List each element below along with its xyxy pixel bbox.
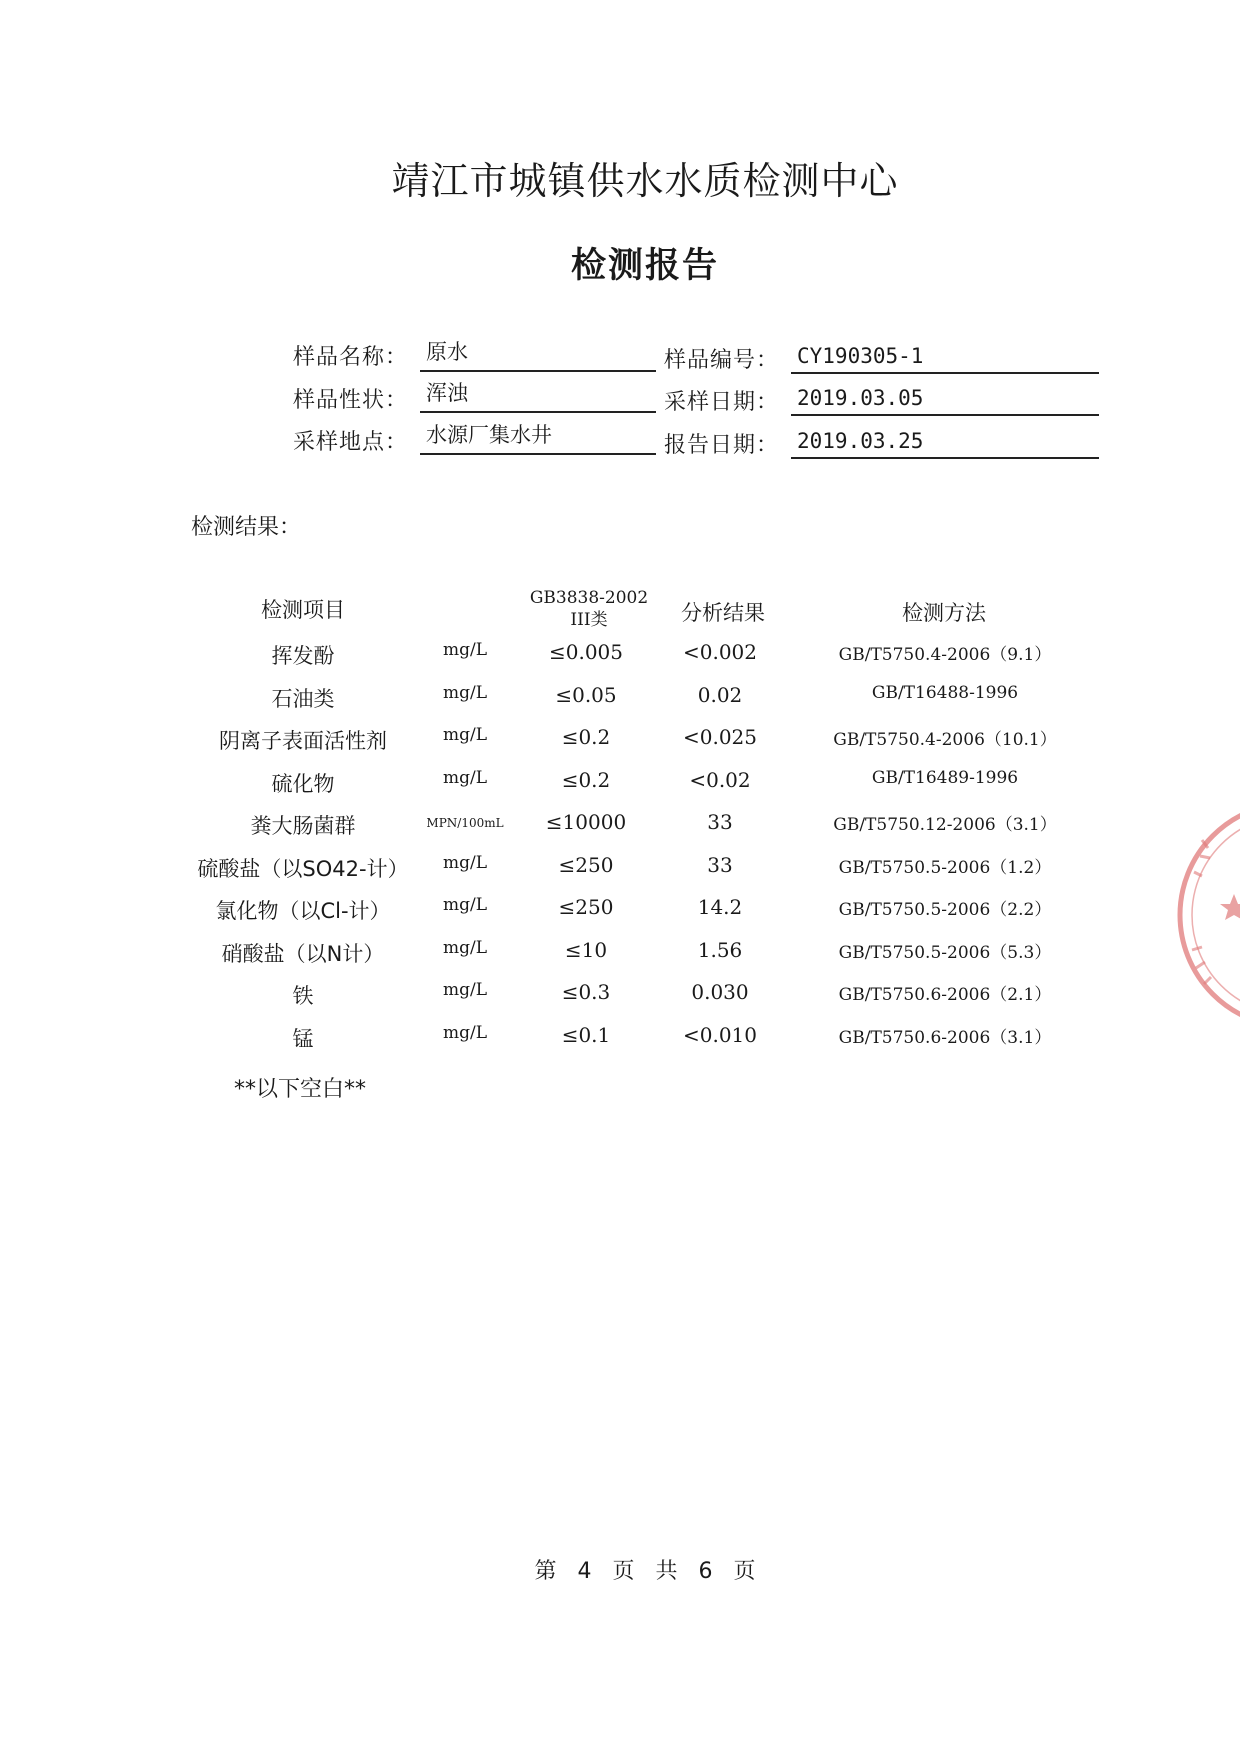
cell-method: GB/T5750.6-2006（3.1）: [838, 1028, 1052, 1048]
cell-unit: mg/L: [442, 938, 488, 958]
blank-below-note: **以下空白**: [233, 1077, 366, 1102]
cell-method: GB/T5750.12-2006（3.1）: [833, 815, 1057, 835]
cell-limit: ≤250: [558, 895, 614, 919]
sample-name-value: 原水: [426, 340, 468, 364]
sample-name-label: 样品名称：: [293, 345, 409, 370]
column-header-result: 分析结果: [681, 601, 765, 625]
results-heading: 检测结果：: [191, 515, 302, 540]
cell-limit: ≤0.2: [561, 768, 611, 792]
cell-result: <0.025: [682, 725, 757, 749]
cell-result: 33: [707, 810, 733, 834]
cell-item: 锰: [292, 1027, 314, 1051]
cell-unit: MPN/100mL: [426, 816, 504, 830]
cell-limit: ≤10000: [545, 810, 627, 834]
organization-title: 靖江市城镇供水水质检测中心: [391, 159, 899, 203]
cell-method: GB/T5750.6-2006（2.1）: [838, 985, 1052, 1005]
cell-method: GB/T5750.4-2006（10.1）: [833, 730, 1057, 750]
sampling-location-label: 采样地点：: [293, 430, 409, 455]
sampling-date-label: 采样日期：: [664, 390, 780, 415]
report-title: 检测报告: [570, 246, 719, 286]
cell-item: 氯化物（以Cl-计）: [215, 899, 391, 923]
report-date-label: 报告日期：: [664, 433, 780, 458]
column-header-item: 检测项目: [261, 598, 345, 622]
cell-item: 硫化物: [271, 772, 335, 796]
cell-limit: ≤0.005: [548, 640, 623, 664]
sampling-date-value: 2019.03.05: [797, 386, 924, 410]
cell-result: <0.002: [682, 640, 757, 664]
cell-unit: mg/L: [442, 768, 488, 788]
sample-id-field: [791, 338, 1099, 374]
cell-unit: mg/L: [442, 683, 488, 703]
cell-limit: ≤0.3: [561, 980, 611, 1004]
cell-result: <0.010: [682, 1023, 757, 1047]
cell-method: GB/T5750.5-2006（1.2）: [838, 858, 1052, 878]
cell-item: 阴离子表面活性剂: [219, 729, 387, 753]
sample-property-field: [420, 377, 656, 413]
cell-unit: mg/L: [442, 725, 488, 745]
cell-limit: ≤10: [564, 938, 608, 962]
report-date-field: [791, 423, 1099, 459]
column-header-standard-line2: III类: [570, 610, 608, 630]
cell-unit: mg/L: [442, 1023, 488, 1043]
cell-item: 铁: [292, 984, 314, 1008]
sampling-location-field: [420, 419, 656, 455]
cell-limit: ≤0.05: [555, 683, 617, 707]
cell-result: 0.02: [697, 683, 743, 707]
cell-result: 1.56: [697, 938, 743, 962]
cell-result: <0.02: [689, 768, 751, 792]
cell-item: 硝酸盐（以N计）: [221, 942, 385, 966]
column-header-standard-line1: GB3838-2002: [529, 588, 649, 608]
report-date-value: 2019.03.25: [797, 429, 924, 453]
cell-unit: mg/L: [442, 853, 488, 873]
sample-id-label: 样品编号：: [664, 348, 780, 373]
cell-limit: ≤250: [558, 853, 614, 877]
cell-unit: mg/L: [442, 980, 488, 1000]
cell-method: GB/T5750.5-2006（2.2）: [838, 900, 1052, 920]
page-number: 第 4 页 共 6 页: [534, 1559, 756, 1584]
sample-name-field: [420, 336, 656, 372]
sample-id-value: CY190305-1: [797, 344, 924, 368]
sample-property-label: 样品性状：: [293, 388, 409, 413]
column-header-method: 检测方法: [902, 601, 986, 625]
column-header-standard: [511, 587, 667, 631]
cell-item: 挥发酚: [271, 644, 335, 668]
cell-unit: mg/L: [442, 640, 488, 660]
cell-method: GB/T16488-1996: [871, 683, 1019, 703]
sampling-date-field: [791, 380, 1099, 416]
sample-property-value: 浑浊: [426, 381, 468, 405]
cell-result: 0.030: [691, 980, 749, 1004]
cell-method: GB/T5750.5-2006（5.3）: [838, 943, 1052, 963]
cell-unit: mg/L: [442, 895, 488, 915]
cell-item: 粪大肠菌群: [250, 814, 356, 838]
cell-result: 33: [707, 853, 733, 877]
cell-item: 硫酸盐（以SO42-计）: [197, 857, 409, 881]
cell-result: 14.2: [697, 895, 743, 919]
cell-item: 石油类: [271, 687, 335, 711]
sampling-location-value: 水源厂集水井: [426, 423, 552, 447]
cell-limit: ≤0.2: [561, 725, 611, 749]
cell-limit: ≤0.1: [561, 1023, 611, 1047]
official-seal-stamp: [1172, 800, 1240, 1030]
cell-method: GB/T16489-1996: [871, 768, 1019, 788]
cell-method: GB/T5750.4-2006（9.1）: [838, 645, 1052, 665]
